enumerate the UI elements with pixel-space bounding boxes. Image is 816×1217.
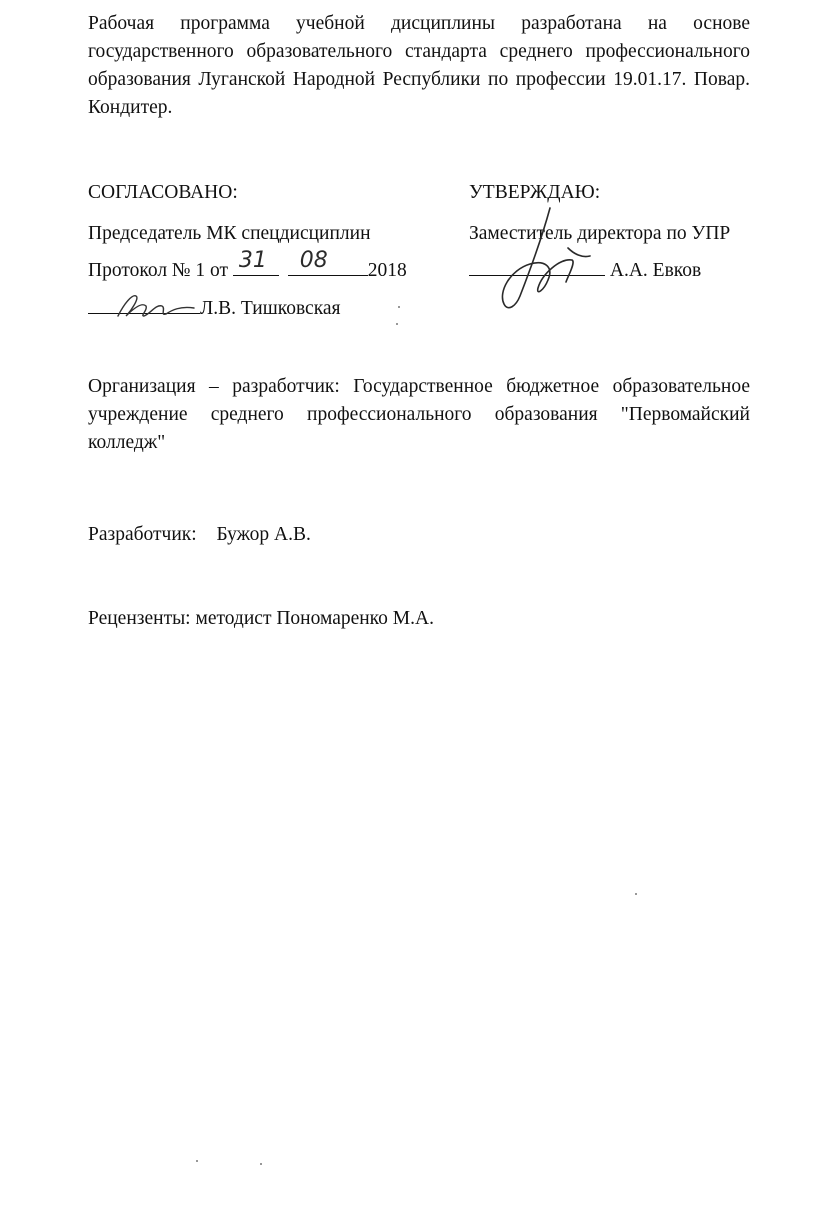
scan-speck <box>196 1160 198 1162</box>
developer-name: Бужор А.В. <box>216 524 311 545</box>
intro-line-3: образования Луганской Народной Республики по профессии 19.01.17. Повар. <box>88 69 750 90</box>
approval-right-signer: А.А. Евков <box>609 260 702 281</box>
approval-right-signature <box>490 200 600 320</box>
developer-line <box>88 523 311 547</box>
scan-speck <box>398 306 400 308</box>
approval-left-signature <box>110 286 210 326</box>
scan-speck <box>260 1163 262 1165</box>
reviewers-line: Рецензенты: методист Пономаренко М.А. <box>88 608 434 629</box>
protocol-day-field <box>233 248 279 276</box>
intro-line-4: Кондитер. <box>88 97 173 118</box>
approval-left-position: Председатель МК спецдисциплин <box>88 223 371 244</box>
protocol-month-handwritten: 08 <box>299 248 328 273</box>
approval-right-heading: УТВЕРЖДАЮ: <box>469 182 601 203</box>
organization-line-3: колледж" <box>88 432 166 453</box>
intro-line-2: государственного образовательного стандарта среднего профессионального <box>88 41 750 62</box>
organization-line-1: Организация – разработчик: Государственное бюджетное образовательное <box>88 376 750 397</box>
intro-line-1: Рабочая программа учебной дисциплины разработана на основе <box>88 13 750 34</box>
protocol-line <box>88 248 407 283</box>
approval-left-heading: СОГЛАСОВАНО: <box>88 182 238 203</box>
protocol-year: 2018 <box>367 260 407 281</box>
scan-speck <box>396 323 398 325</box>
organization-line-2: учреждение среднего профессионального образования "Первомайский <box>88 404 750 425</box>
protocol-label: Протокол № 1 от <box>88 260 229 281</box>
protocol-day-handwritten: 31 <box>238 248 267 273</box>
approval-right-position: Заместитель директора по УПР <box>469 223 731 244</box>
protocol-month-field <box>288 248 368 276</box>
approval-left-signer: Л.В. Тишковская <box>200 298 341 319</box>
developer-label: Разработчик: <box>88 524 197 545</box>
scan-speck <box>635 893 637 895</box>
